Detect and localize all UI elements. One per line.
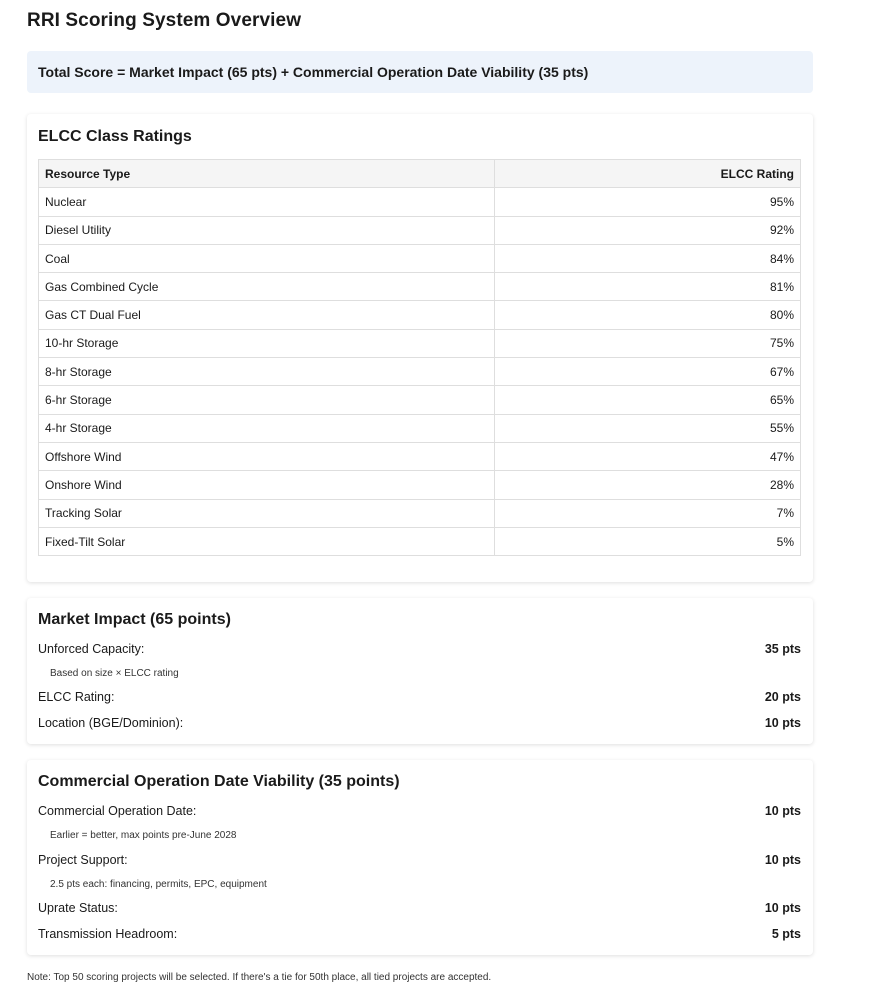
elcc-rating: 65% xyxy=(495,386,801,414)
table-row xyxy=(39,471,801,499)
resource-type: Onshore Wind xyxy=(39,471,495,499)
elcc-rating: 55% xyxy=(495,414,801,442)
resource-type: Gas CT Dual Fuel xyxy=(39,301,495,329)
table-row xyxy=(39,329,801,357)
market-impact-heading: Market Impact (65 points) xyxy=(38,611,231,628)
score-item-label: Project Support: xyxy=(38,853,128,867)
table-row xyxy=(39,301,801,329)
score-item-unforced-capacity xyxy=(38,642,801,656)
score-item-label: ELCC Rating: xyxy=(38,690,115,704)
score-item-label: Unforced Capacity: xyxy=(38,642,145,656)
footnote: Note: Top 50 scoring projects will be selected. If there's a tie for 50th place, all tied projects are accepted. xyxy=(27,972,492,983)
score-item-points: 10 pts xyxy=(764,804,801,818)
elcc-rating: 47% xyxy=(495,442,801,470)
table-row xyxy=(39,273,801,301)
elcc-rating: 67% xyxy=(495,358,801,386)
table-row xyxy=(39,358,801,386)
table-row xyxy=(39,188,801,216)
resource-type: 4-hr Storage xyxy=(39,414,495,442)
column-header-elcc-rating: ELCC Rating xyxy=(495,160,801,188)
score-item-note: 2.5 pts each: financing, permits, EPC, equipment xyxy=(50,879,267,890)
table-row xyxy=(39,244,801,272)
cod-viability-heading: Commercial Operation Date Viability (35 points) xyxy=(38,773,400,790)
score-item-note: Earlier = better, max points pre-June 2028 xyxy=(50,830,237,841)
score-item-points: 10 pts xyxy=(764,716,801,730)
resource-type: Diesel Utility xyxy=(39,216,495,244)
market-impact-card xyxy=(27,598,813,744)
resource-type: 6-hr Storage xyxy=(39,386,495,414)
score-item-transmission-headroom xyxy=(38,927,801,941)
cod-viability-card xyxy=(27,760,813,955)
score-item-location xyxy=(38,716,801,730)
table-row xyxy=(39,527,801,555)
table-row xyxy=(39,386,801,414)
score-item-points: 20 pts xyxy=(764,690,801,704)
table-row xyxy=(39,499,801,527)
score-item-uprate-status xyxy=(38,901,801,915)
score-item-points: 5 pts xyxy=(771,927,801,941)
score-item-project-support xyxy=(38,853,801,867)
elcc-rating: 84% xyxy=(495,244,801,272)
score-item-label: Location (BGE/Dominion): xyxy=(38,716,184,730)
elcc-table xyxy=(38,159,801,556)
score-item-points: 35 pts xyxy=(764,642,801,656)
elcc-rating: 92% xyxy=(495,216,801,244)
column-header-resource-type: Resource Type xyxy=(39,160,495,188)
elcc-rating: 80% xyxy=(495,301,801,329)
elcc-rating: 7% xyxy=(495,499,801,527)
score-item-label: Transmission Headroom: xyxy=(38,927,178,941)
resource-type: Fixed-Tilt Solar xyxy=(39,527,495,555)
resource-type: 10-hr Storage xyxy=(39,329,495,357)
total-score-formula: Total Score = Market Impact (65 pts) + Commercial Operation Date Viability (35 pts) xyxy=(27,51,813,93)
table-row xyxy=(39,414,801,442)
score-item-points: 10 pts xyxy=(764,853,801,867)
resource-type: Nuclear xyxy=(39,188,495,216)
table-row xyxy=(39,442,801,470)
elcc-ratings-card xyxy=(27,114,813,582)
elcc-rating: 95% xyxy=(495,188,801,216)
resource-type: Tracking Solar xyxy=(39,499,495,527)
page-title: RRI Scoring System Overview xyxy=(27,10,302,31)
score-item-note: Based on size × ELCC rating xyxy=(50,668,179,679)
score-item-elcc-rating xyxy=(38,690,801,704)
elcc-rating: 5% xyxy=(495,527,801,555)
score-item-commercial-operation-date xyxy=(38,804,801,818)
resource-type: 8-hr Storage xyxy=(39,358,495,386)
elcc-heading: ELCC Class Ratings xyxy=(38,128,192,145)
elcc-rating: 28% xyxy=(495,471,801,499)
resource-type: Coal xyxy=(39,244,495,272)
score-item-label: Uprate Status: xyxy=(38,901,118,915)
table-header-row xyxy=(39,160,801,188)
elcc-rating: 81% xyxy=(495,273,801,301)
score-item-points: 10 pts xyxy=(764,901,801,915)
elcc-rating: 75% xyxy=(495,329,801,357)
resource-type: Gas Combined Cycle xyxy=(39,273,495,301)
resource-type: Offshore Wind xyxy=(39,442,495,470)
table-row xyxy=(39,216,801,244)
score-item-label: Commercial Operation Date: xyxy=(38,804,197,818)
